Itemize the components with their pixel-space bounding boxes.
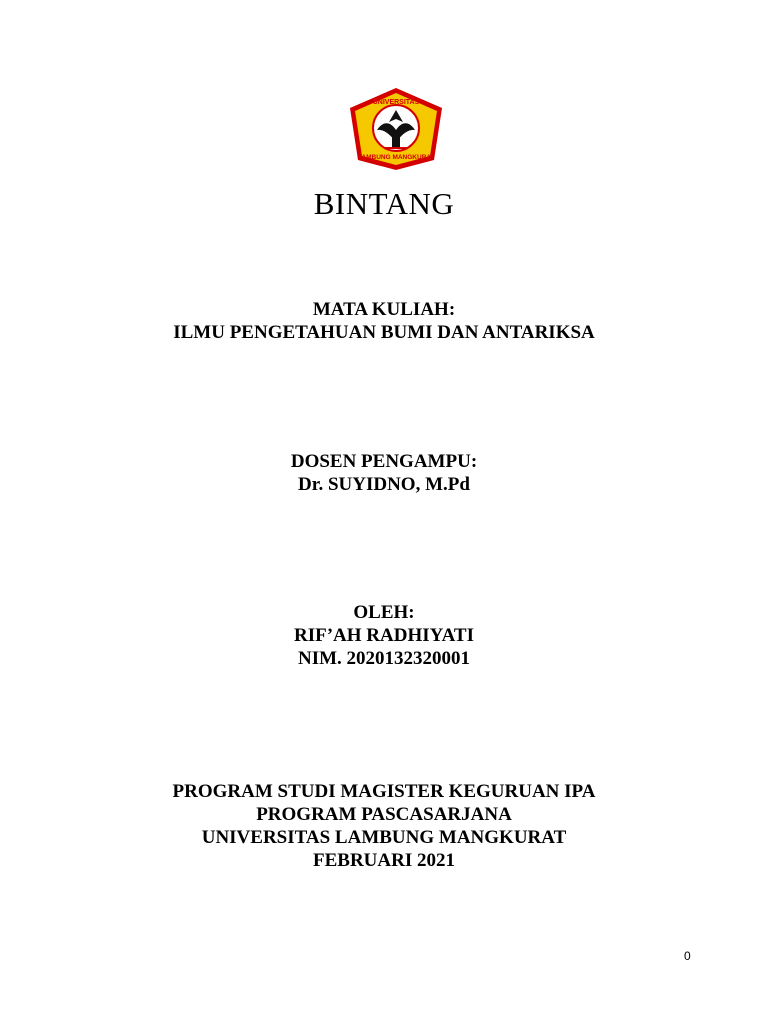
university-seal-icon [346, 86, 446, 172]
page-number: 0 [684, 949, 691, 963]
author-name: RIF’AH RADHIYATI [294, 625, 474, 646]
program-name: PROGRAM STUDI MAGISTER KEGURUAN IPA [172, 781, 596, 802]
logo-top-text: UNIVERSITAS [372, 99, 420, 106]
author-section [0, 601, 768, 670]
author-id: NIM. 2020132320001 [297, 648, 471, 669]
logo-emblem-base [392, 135, 400, 147]
author-label: OLEH: [353, 602, 415, 623]
lecturer-label: DOSEN PENGAMPU: [290, 451, 478, 472]
document-title: BINTANG [313, 186, 455, 221]
course-label: MATA KULIAH: [312, 299, 456, 320]
course-name: ILMU PENGETAHUAN BUMI DAN ANTARIKSA [173, 322, 595, 343]
institution-section [0, 780, 768, 872]
course-section [0, 298, 768, 344]
school-name: PROGRAM PASCASARJANA [256, 804, 512, 825]
university-logo [346, 86, 446, 172]
logo-bottom-text: LAMBUNG MANGKURAT [357, 154, 435, 161]
university-name: UNIVERSITAS LAMBUNG MANGKURAT [201, 827, 567, 848]
lecturer-section [0, 450, 768, 496]
lecturer-name: Dr. SUYIDNO, M.Pd [298, 474, 470, 495]
document-date: FEBRUARI 2021 [313, 850, 455, 871]
